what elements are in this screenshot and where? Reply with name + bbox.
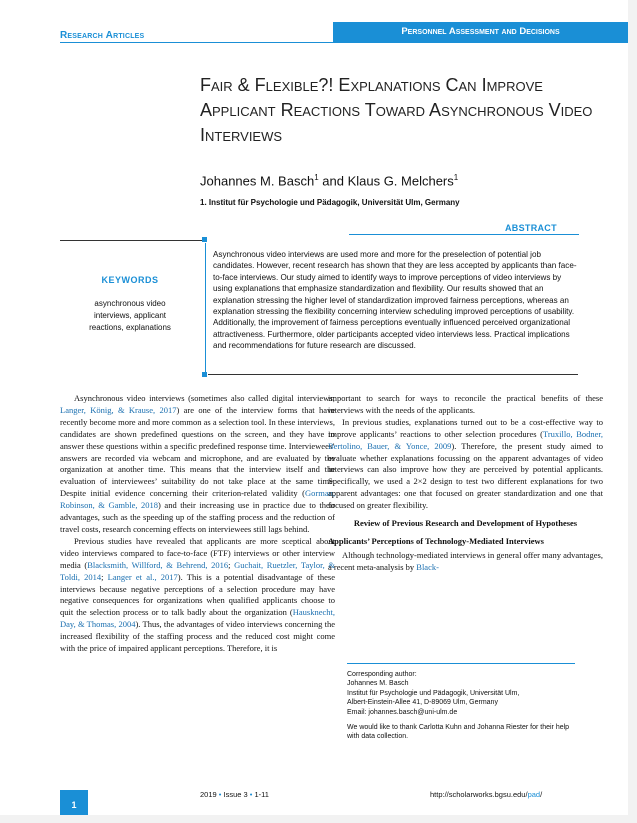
header-rule — [60, 42, 628, 43]
correspondence-box — [347, 670, 577, 742]
section-heading: Review of Previous Research and Development of Hypotheses — [353, 518, 578, 529]
citation-link[interactable]: Hausknecht, Day, & Thomas, 2004 — [60, 607, 335, 630]
author-name: Johannes M. Basch — [200, 173, 315, 189]
header-section-label: Research Articles — [60, 30, 145, 41]
author-line — [200, 173, 458, 188]
footer-url[interactable]: http://scholarworks.bgsu.edu/pad/ — [430, 790, 543, 799]
author-name: Klaus G. Melchers — [347, 173, 454, 189]
correspondence-email[interactable]: Email: johannes.basch@uni-ulm.de — [347, 708, 458, 716]
citation-link[interactable]: Guchait, Ruetzler, Taylor, & Toldi, 2014 — [60, 559, 335, 582]
footer-issue: 2019 • Issue 3 • 1-11 — [200, 790, 269, 799]
abstract-label: ABSTRACT — [505, 223, 557, 233]
author-affil-sup: 1 — [453, 173, 459, 182]
correspondence-rule — [347, 663, 575, 664]
correspondence-address: Albert-Einstein-Allee 41, D-89069 Ulm, Germany — [347, 699, 498, 707]
subsection-heading: Applicants’ Perceptions of Technology-Mediated Interviews — [328, 535, 544, 546]
citation-link[interactable]: Gorman, Robinson, & Gamble, 2018 — [60, 488, 335, 511]
paragraph: Asynchronous video interviews (sometimes also called digital interviews; Langer, König, & Krause, 2017) are one of the interview forms that have recently become more and more common as a selection tool. In these interviews, candidates are shown predefined questions on the screen, and they have to answer these questions within a specific predefined response time. Interviewees’ answers are recorded via webcam and microphone, and are evaluated by the organization at another time. This means that the interview itself and the evaluation of interviewees’ suitability do not take place at the same time. Despite initial evidence concerning their criterion-related validity (Gorman, Robinson, & Gamble, 2018) and their increasing use in practice due to their advantages, such as the speeding up of the staffing process and the reduction of travel costs, research concerning effects on interviewees still lags behind. — [60, 393, 335, 534]
citation-link[interactable]: Truxillo, Bodner, Bertolino, Bauer, & Yonce, 2009 — [328, 428, 603, 451]
paragraph: important to search for ways to reconcile the practical benefits of these interviews with the needs of the applicants. — [328, 393, 603, 415]
abstract-divider — [205, 243, 206, 373]
abstract-bottom-rule — [208, 374, 578, 375]
author-conjunction: and — [318, 173, 348, 189]
paragraph: In previous studies, explanations turned out to be a cost-effective way to improve applicants’ reactions to other selection procedures (Truxillo, Bodner, Bertolino, Bauer, & Yonce, 2009). Therefore, the present study aimed to evaluate whether explanations focussing on the apparent advantages of video interviews can also improve how they are perceived by potential applicants. Specifically, we used a 2×2 design to test two different explanations for two apparent advantages: one that focused on greater standardization and one that focused on greater flexibility. — [328, 416, 603, 511]
body-column-left — [60, 393, 335, 655]
body-column-right — [328, 393, 603, 574]
citation-link[interactable]: Blacksmith, Willford, & Behrend, 2016 — [87, 559, 229, 570]
keywords-label: KEYWORDS — [101, 275, 159, 285]
author-affil-sup: 1 — [314, 173, 319, 182]
page-number: 1 — [60, 790, 88, 815]
header-journal-banner: Personnel Assessment and Decisions — [333, 22, 628, 42]
abstract-marker-square — [202, 372, 207, 377]
affiliation: 1. Institut für Psychologie und Pädagogik, Universität Ulm, Germany — [200, 198, 460, 207]
article-title: Fair & Flexible?! Explanations Can Improve Applicant Reactions Toward Asynchronous Video Interviews — [200, 75, 593, 145]
abstract-top-rule — [349, 234, 579, 235]
citation-link[interactable]: Langer et al., 2017 — [107, 571, 178, 582]
keywords-top-rule — [60, 240, 203, 241]
citation-link[interactable]: Langer, König, & Krause, 2017 — [60, 404, 177, 415]
paragraph: Although technology-mediated interviews in general offer many advantages, a recent meta-analysis by Black- — [328, 549, 603, 572]
abstract-text: Asynchronous video interviews are used more and more for the preselection of potential job candidates. However, recent research has shown that they are less accepted by applicants than face-to-face interviews. Our study aimed to identify ways to improve perceptions of video interviews by using explanations that emphasize standardization and flexibility. Our results showed that an explanation stressing the higher level of standardization improved fairness perceptions, whereas an explanation stressing the flexibility concerning interview scheduling improved perceptions of usability. Additionally, the improvement of fairness perceptions eventually influenced perceived organizational attractiveness. Furthermore, older participants accepted video interviews less. Practical implications and recommendations for future research are discussed. — [213, 250, 577, 351]
acknowledgement: We would like to thank Carlotta Kuhn and Johanna Riester for their help with data collection. — [347, 724, 570, 741]
citation-link[interactable]: Black- — [416, 561, 439, 572]
keywords-list: asynchronous video interviews, applicant reactions, explanations — [89, 299, 171, 332]
correspondence-label: Corresponding author: — [347, 671, 417, 678]
abstract-marker-square — [202, 237, 207, 242]
paragraph: Previous studies have revealed that applicants are more sceptical about video interviews compared to face-to-face (FTF) interviews or other interview media (Blacksmith, Willford, & Behrend, 2016; Guchait, Ruetzler, Taylor, & Toldi, 2014; Langer et al., 2017). This is a potential disadvantage of these interviews because negative perceptions of a selection procedure may have negative consequences for organizations when qualified applicants choose to quit the selection process or to talk badly about the organization (Hausknecht, Day, & Thomas, 2004). Thus, the advantages of video interviews concerning the increased flexibility of the staffing process and the reduced cost might come with the price of impaired applicant perceptions. Therefore, it is — [60, 535, 336, 654]
correspondence-institution: Institut für Psychologie und Pädagogik, Universität Ulm, — [347, 689, 520, 697]
correspondence-name: Johannes M. Basch — [347, 680, 409, 688]
